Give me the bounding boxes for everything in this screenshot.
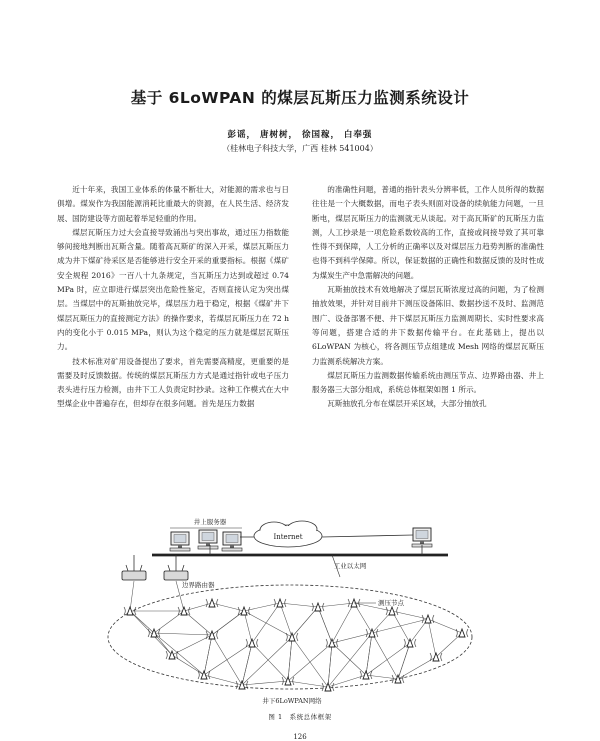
border-router-icon [122,565,188,580]
internet-label: Internet [273,533,303,541]
pressure-node-icon [124,599,468,691]
mesh-links [130,581,462,687]
paper-title: 基于 6LoWPAN 的煤层瓦斯压力监测系统设计 [130,89,470,107]
architecture-diagram [92,515,512,710]
page-number: 126 [293,733,307,741]
server-label: 井上服务器 [193,518,227,526]
network-label: 井下6LoWPAN网络 [262,697,322,705]
left-column [57,183,289,412]
paragraph: 煤层瓦斯压力过大会直接导致涌出与突出事故，通过压力指数能够间接地判断出瓦斯含量。随着高瓦斯矿的深入开采，煤层瓦斯压力成为井下煤矿待采区是否能够进行安全开采的重要指标。根据《煤矿安全规程 2016》一百八十九条规定，当瓦斯压力达到或超过 0.74 MPa 时，应立即进行煤层突出危险性鉴定，否则直接认定为突出煤层。当煤层中的瓦斯抽放完毕，煤层压力趋于稳定，根据《煤矿井下煤层瓦斯压力的直接测定方法》的操作要求，若煤层瓦斯压力在 72 h 内的变化小于 0.015 MPa，则认为这个稳定的压力就是煤层瓦斯压力。 [57,227,290,352]
paragraph: 近十年来，我国工业体系的体量不断壮大，对能源的需求也与日俱增。煤炭作为我国能源消耗比重最大的资源，在人民生活、经济发展、国防建设等方面起着举足轻重的作用。 [57,185,289,223]
figure-caption: 图 1 系统总体框架 [268,713,332,721]
paragraph: 瓦斯抽放孔分布在煤层开采区域，大部分抽放孔 [327,399,487,409]
paragraph: 煤层瓦斯压力监测数据传输系统由测压节点、边界路由器、井上服务器三大部分组成，系统总体框架如图 1 所示。 [312,370,544,395]
ethernet-label: 工业以太网 [333,562,367,570]
paragraph: 瓦斯抽放技术有效地解决了煤层瓦斯浓度过高的问题，为了检测抽放效果，并针对目前井下测压设备陈旧、数据抄送不及时、监测范围广、设备部署不便、井下煤层瓦斯压力监测周期长、实时性要求高等问题，搭建合适的井下数据传输平台。在此基础上，提出以 6LoWPAN 为核心，将各测压节点组建成 Mesh 网络的煤层瓦斯压力监测系统解决方案。 [312,285,544,366]
right-column [312,183,544,412]
author-list: 彭谣， 唐树树， 徐国稼， 白奉强 [227,130,373,140]
border-router-label: 边界路由器 [182,581,215,589]
paragraph: 的准确性问题，普通的指针表头分辨率低，工作人员所得的数据往往是一个大概数据，而电子表头则面对设备的续航能力问题，一旦断电，煤层瓦斯压力的监测就无从谈起。对于高瓦斯矿的瓦斯压力监测，人工抄录是一项危险系数较高的工作，直接或间接导致了其可靠性得不到保障，人工分析的正确率以及对煤层压力趋势判断的准确性也得不到科学保障。所以，保证数据的正确性和数据反馈的及时性成为煤炭生产中急需解决的问题。 [312,185,544,280]
pressure-node-label: 测压节点 [378,599,404,607]
network-boundary [108,585,472,689]
affiliation: （桂林电子科技大学，广西 桂林 541004） [222,144,378,153]
system-architecture-figure [92,515,512,710]
paragraph: 技术标准对矿用设备提出了要求，首先需要高精度，更重要的是需要及时反馈数据。传统的煤层瓦斯压力方式是通过指针或电子压力表头进行压力检测，由井下工人负责定时抄录。这种工作模式在大中型煤企业中普遍存在，但却存在很多问题。首先是压力数据 [57,356,289,409]
